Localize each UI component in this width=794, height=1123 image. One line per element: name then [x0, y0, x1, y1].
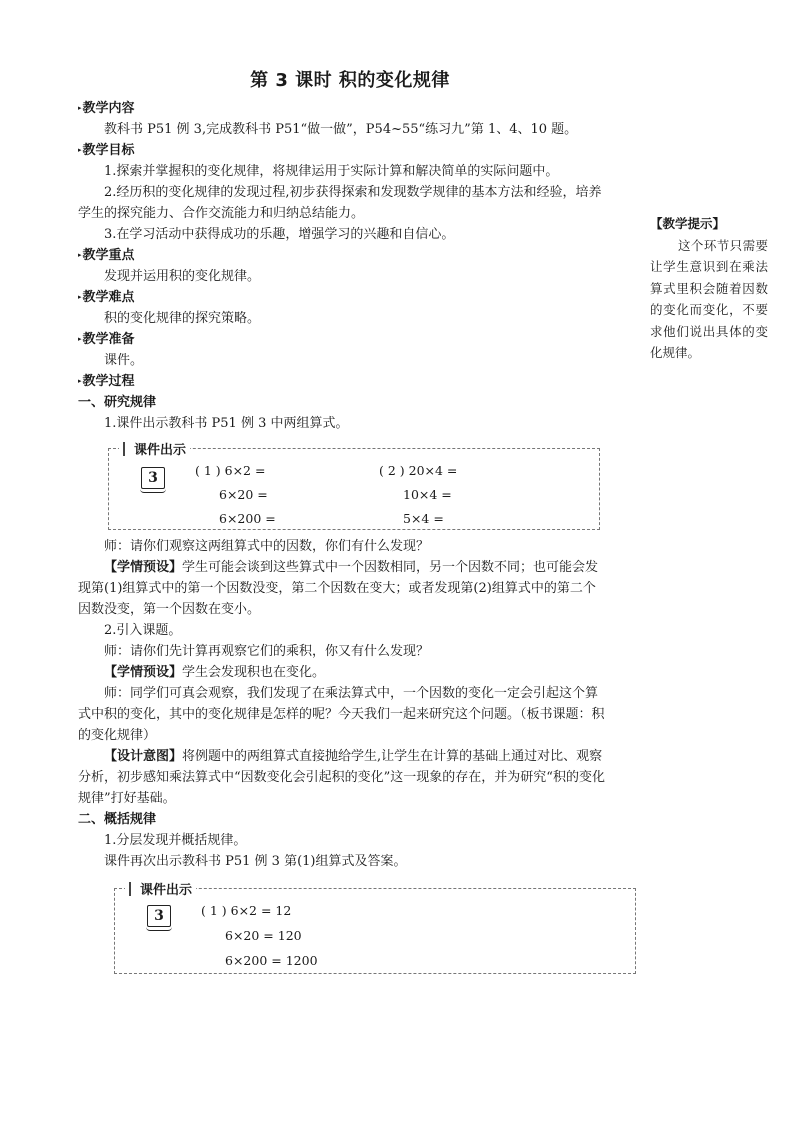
expr2-g1-3: 6×200 = 1200 [225, 953, 318, 968]
heading-prep-label: 教学准备 [82, 332, 135, 347]
predict-text-2: 学生会发现积也在变化。 [182, 665, 326, 680]
heading-difficulty: ▸教学难点 [78, 290, 135, 305]
expr2-g1-1: ( 1 ) 6×2 = 12 [201, 903, 292, 918]
example-book-icon-2: 3 [147, 905, 171, 927]
main-content [78, 98, 608, 980]
courseware-label-1-text: 课件出示 [134, 443, 187, 458]
slash-mark-icon-2 [129, 882, 137, 896]
prep-text: 课件。 [104, 353, 144, 368]
tag-predict-1: 【学情预设】 [104, 560, 183, 575]
heading-process: ▸教学过程 [78, 374, 135, 389]
teaching-tip-title: 【教学提示】 [650, 216, 726, 231]
courseware-box-1 [108, 443, 600, 530]
heading-goals-label: 教学目标 [82, 143, 135, 158]
goal-2: 2.经历积的变化规律的发现过程,初步获得探索和发现数学规律的基本方法和经验，培养学生的探究能力、合作交流能力和归纳总结能力。 [78, 185, 602, 221]
page-title: 第 3 课时 积的变化规律 [250, 70, 450, 91]
heading-content-label: 教学内容 [82, 101, 135, 116]
courseware-box-2 [114, 883, 636, 974]
expr-g2-3: 5×4 = [403, 511, 444, 526]
heading-prep: ▸教学准备 [78, 332, 135, 347]
courseware-label-2-text: 课件出示 [140, 883, 193, 898]
tag-predict-2: 【学情预设】 [104, 665, 183, 680]
teacher-question-3: 师：同学们可真会观察，我们发现了在乘法算式中，一个因数的变化一定会引起这个算式中积的变化，其中的变化规律是怎样的呢？今天我们一起来研究这个问题。（板书课题：积的变化规律） [78, 686, 605, 743]
predict-paragraph-2 [78, 662, 608, 683]
goal-1: 1.探索并掌握积的变化规律，将规律运用于实际计算和解决简单的实际问题中。 [104, 164, 559, 179]
teaching-tip-sidebar [650, 213, 768, 364]
difficulty-text: 积的变化规律的探究策略。 [104, 311, 261, 326]
key-text: 发现并运用积的变化规律。 [104, 269, 261, 284]
tag-design: 【设计意图】 [104, 749, 183, 764]
heading-content: ▸教学内容 [78, 101, 135, 116]
predict-text-1: 学生可能会谈到这些算式中一个因数相同，另一个因数不同；也可能会发现第(1)组算式中的第一个因数没变，第二个因数在变大；或者发现第(2)组算式中的第二个因数没变，第一个因数在变小。 [78, 560, 599, 617]
slash-mark-icon [123, 442, 131, 456]
expr-g1-3: 6×200 = [219, 511, 276, 526]
courseware-label-1 [119, 439, 190, 458]
expr-g1-1: ( 1 ) 6×2 = [195, 463, 266, 478]
teacher-question-1: 师：请你们观察这两组算式中的因数，你们有什么发现？ [104, 539, 430, 554]
teaching-tip-text: 这个环节只需要让学生意识到在乘法算式里积会随着因数的变化而变化，不要求他们说出具体的变化规律。 [650, 237, 768, 360]
predict-paragraph-1 [78, 557, 608, 620]
teacher-question-2: 师：请你们先计算再观察它们的乘积，你又有什么发现？ [104, 644, 430, 659]
example-book-icon: 3 [141, 467, 165, 489]
part2-heading: 二、概括规律 [78, 812, 157, 827]
heading-difficulty-label: 教学难点 [82, 290, 135, 305]
goal-3: 3.在学习活动中获得成功的乐趣，增强学习的兴趣和自信心。 [104, 227, 455, 242]
part1-step1: 1.课件出示教科书 P51 例 3 中两组算式。 [104, 416, 349, 431]
design-text: 将例题中的两组算式直接抛给学生,让学生在计算的基础上通过对比、观察分析，初步感知乘法算式中“因数变化会引起积的变化”这一现象的存在，并为研究“积的变化规律”打好基础。 [78, 749, 605, 806]
expr-g2-1: ( 2 ) 20×4 = [379, 463, 458, 478]
heading-key-label: 教学重点 [82, 248, 135, 263]
part1-heading: 一、研究规律 [78, 395, 157, 410]
heading-key: ▸教学重点 [78, 248, 135, 263]
heading-process-label: 教学过程 [82, 374, 135, 389]
part1-step2: 2.引入课题。 [104, 623, 182, 638]
part2-step1-text: 课件再次出示教科书 P51 例 3 第(1)组算式及答案。 [104, 854, 407, 869]
part2-step1: 1.分层发现并概括规律。 [104, 833, 247, 848]
content-text: 教科书 P51 例 3,完成教科书 P51“做一做”，P54~55“练习九”第 1、4、10 题。 [104, 122, 578, 137]
expr-g2-2: 10×4 = [403, 487, 452, 502]
heading-goals: ▸教学目标 [78, 143, 135, 158]
expr2-g1-2: 6×20 = 120 [225, 928, 302, 943]
courseware-label-2 [125, 879, 196, 898]
expr-g1-2: 6×20 = [219, 487, 268, 502]
design-paragraph [78, 746, 608, 809]
